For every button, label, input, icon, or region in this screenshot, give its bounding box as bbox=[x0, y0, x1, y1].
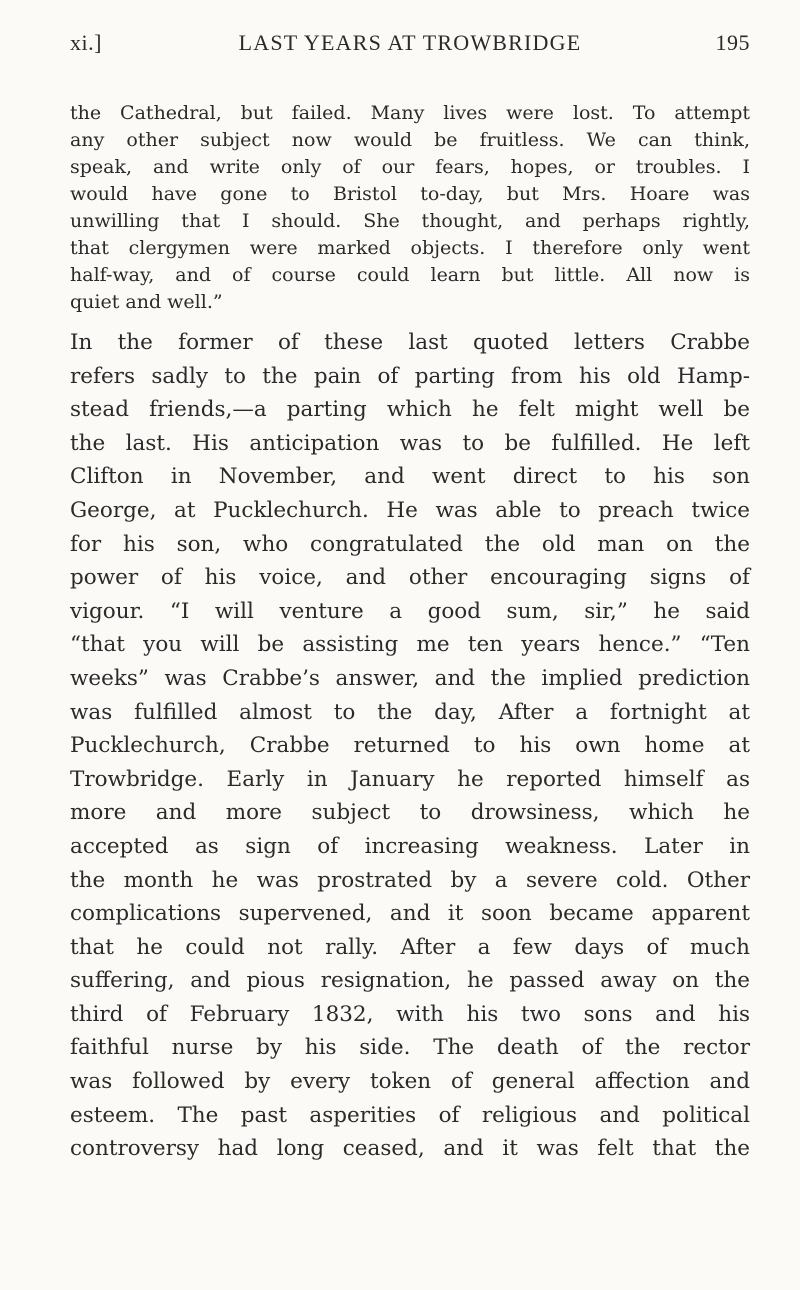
text-line: suffering, and pious resignation, he passed away on the bbox=[70, 968, 750, 994]
text-line: stead friends,—a parting which he felt might well be bbox=[70, 397, 750, 423]
text-line: unwilling that I should. She thought, and perhaps rightly, bbox=[70, 210, 750, 232]
text-line: for his son, who congratulated the old man on the bbox=[70, 531, 750, 557]
text-line: third of February 1832, with his two sons and his bbox=[70, 1001, 750, 1027]
text-line: the month he was prostrated by a severe cold. Other bbox=[70, 867, 750, 893]
text-line: accepted as sign of increasing weakness. Later in bbox=[70, 833, 750, 859]
text-line: controversy had long ceased, and it was felt that the bbox=[70, 1136, 750, 1162]
text-line: quiet and well.” bbox=[70, 291, 223, 313]
quoted-letter-text bbox=[70, 100, 750, 316]
text-line: speak, and write only of our fears, hopes, or troubles. I bbox=[70, 156, 750, 178]
text-line: Clifton in November, and went direct to his son bbox=[70, 464, 750, 490]
text-line: more and more subject to drowsiness, which he bbox=[70, 800, 750, 826]
text-line: vigour. “I will venture a good sum, sir,” he said bbox=[70, 598, 750, 624]
text-line: would have gone to Bristol to-day, but Mrs. Hoare was bbox=[70, 183, 750, 205]
text-line: the Cathedral, but failed. Many lives were lost. To attempt bbox=[70, 102, 750, 124]
text-line: “that you will be assisting me ten years hence.” “Ten bbox=[70, 632, 750, 658]
body-paragraph bbox=[70, 326, 750, 1166]
text-line: complications supervened, and it soon became apparent bbox=[70, 901, 750, 927]
page-number: 195 bbox=[715, 30, 750, 55]
text-line: was followed by every token of general affection and bbox=[70, 1069, 750, 1095]
text-line: the last. His anticipation was to be fulfilled. He left bbox=[70, 430, 750, 456]
text-line: refers sadly to the pain of parting from his old Hamp- bbox=[70, 363, 750, 389]
text-line: was fulfilled almost to the day, After a fortnight at bbox=[70, 699, 750, 725]
text-line: that clergymen were marked objects. I therefore only went bbox=[70, 237, 750, 259]
chapter-number: xi.] bbox=[70, 30, 102, 55]
text-line: weeks” was Crabbe’s answer, and the implied prediction bbox=[70, 665, 750, 691]
running-title: LAST YEARS AT TROWBRIDGE bbox=[238, 30, 582, 55]
text-line: any other subject now would be fruitless. We can think, bbox=[70, 129, 750, 151]
text-line: Pucklechurch, Crabbe returned to his own home at bbox=[70, 733, 750, 759]
text-line: faithful nurse by his side. The death of the rector bbox=[70, 1035, 750, 1061]
running-head bbox=[70, 30, 750, 60]
text-line: half-way, and of course could learn but little. All now is bbox=[70, 264, 750, 286]
text-line: that he could not rally. After a few days of much bbox=[70, 934, 750, 960]
text-line: esteem. The past asperities of religious and political bbox=[70, 1102, 750, 1128]
text-line: George, at Pucklechurch. He was able to preach twice bbox=[70, 497, 750, 523]
text-line: power of his voice, and other encouraging signs of bbox=[70, 565, 750, 591]
text-line: In the former of these last quoted letters Crabbe bbox=[70, 330, 750, 355]
text-line: Trowbridge. Early in January he reported himself as bbox=[70, 766, 750, 792]
